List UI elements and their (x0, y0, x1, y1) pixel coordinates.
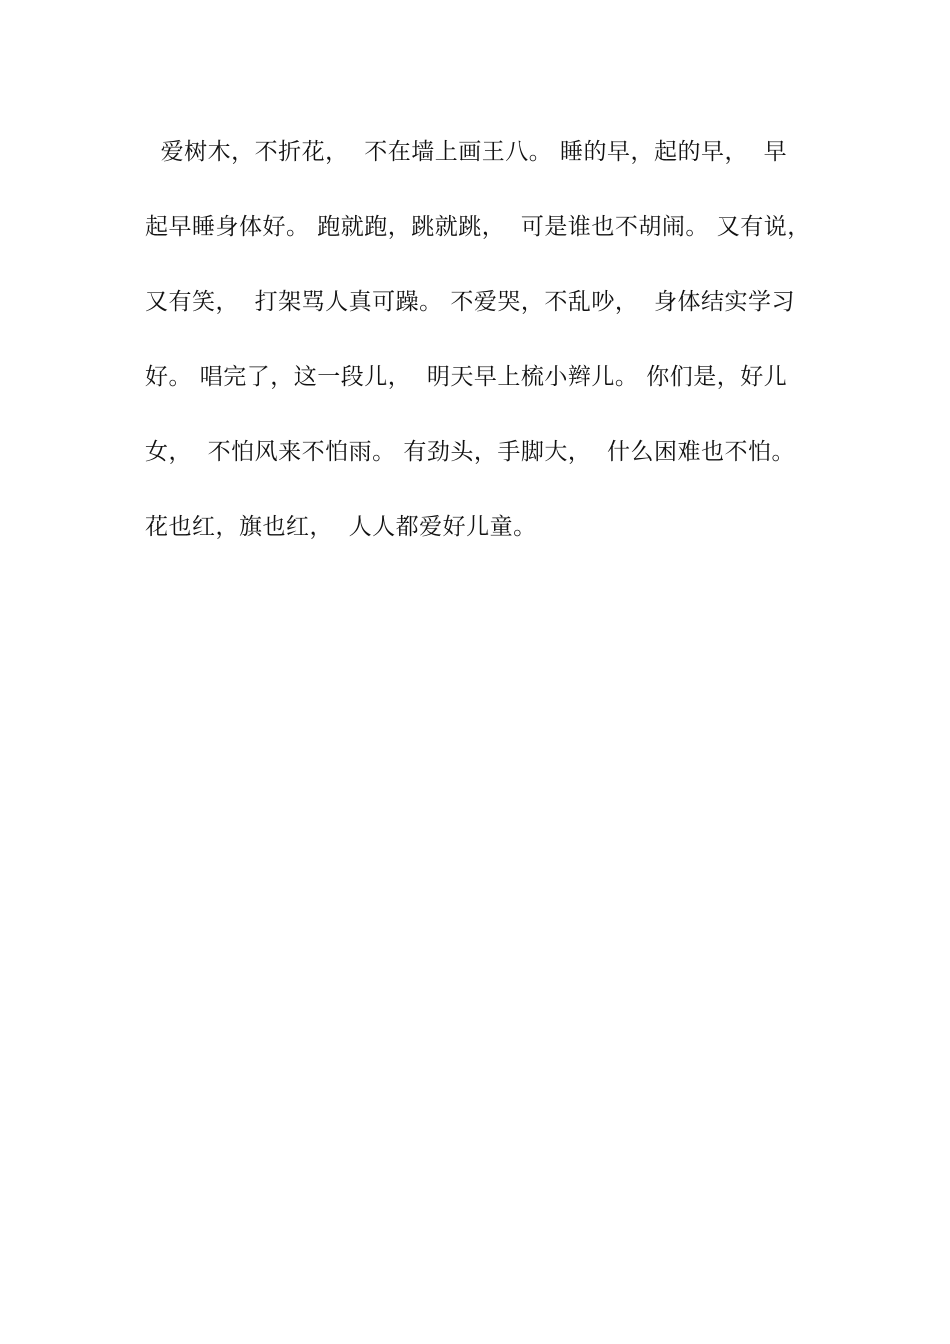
text-line-5: 女， 不怕风来不怕雨。 有劲头，手脚大， 什么困难也不怕。 (145, 439, 796, 465)
text-line-3: 又有笑， 打架骂人真可躁。 不爱哭，不乱吵， 身体结实学习 (145, 289, 796, 315)
text-line-1: 爱树木，不折花， 不在墙上画王八。 睡的早，起的早， 早 (145, 139, 788, 165)
text-line-2: 起早睡身体好。 跑就跑，跳就跳， 可是谁也不胡闹。 又有说， (145, 214, 811, 240)
poem-text (145, 133, 835, 583)
text-line-6: 花也红，旗也红， 人人都爱好儿童。 (145, 514, 537, 540)
text-line-4: 好。 唱完了，这一段儿， 明天早上梳小辫儿。 你们是，好儿 (145, 364, 788, 390)
